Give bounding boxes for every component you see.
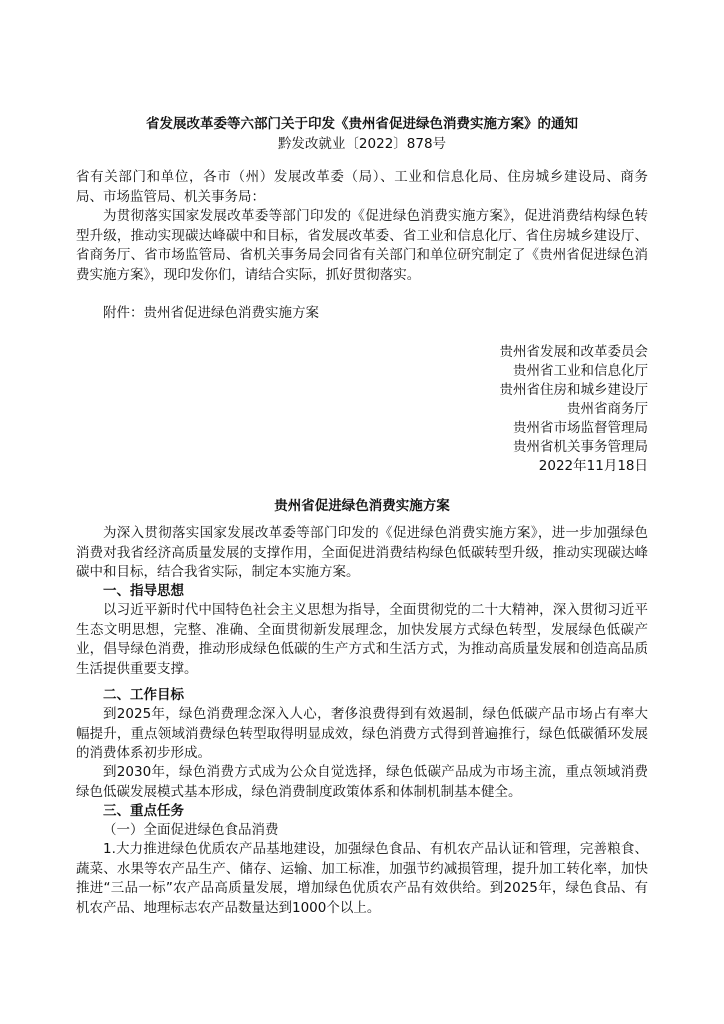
signature-block	[348, 343, 648, 476]
section-heading-tasks: 三、重点任务	[103, 803, 184, 819]
signatory: 贵州省商务厅	[567, 401, 648, 417]
doc-number: 黔发改就业〔2022〕878号	[277, 136, 447, 152]
notice-attachment: 附件：贵州省促进绿色消费实施方案	[103, 305, 319, 321]
section-text-goals-2030: 到2030年，绿色消费方式成为公众自觉选择，绿色低碳产品成为市场主流，重点领域消费绿色低碳发展模式基本形成，绿色消费制度政策体系和体制机制基本健全。	[76, 764, 648, 800]
section-heading-guiding: 一、指导思想	[103, 583, 184, 599]
notice-body: 为贯彻落实国家发展改革委等部门印发的《促进绿色消费实施方案》，促进消费结构绿色转型升级，推动实现碳达峰碳中和目标，省发展改革委、省工业和信息化厅、省住房城乡建设厅、省商务厅、省市场监管局、省机关事务局会同省有关部门和单位研究制定了《贵州省促进绿色消费实施方案》，现印发你们，请结合实际，抓好贯彻落实。	[76, 208, 648, 283]
plan-title: 贵州省促进绿色消费实施方案	[274, 498, 450, 514]
signatory: 贵州省工业和信息化厅	[513, 363, 648, 379]
plan-intro: 为深入贯彻落实国家发展改革委等部门印发的《促进绿色消费实施方案》，进一步加强绿色消费对我省经济高质量发展的支撑作用，全面促进消费结构绿色低碳转型升级，推动实现碳达峰碳中和目标，结合我省实际，制定本实施方案。	[76, 525, 648, 580]
subsection-heading-green-food: （一）全面促进绿色食品消费	[103, 822, 279, 838]
notice-title: 省发展改革委等六部门关于印发《贵州省促进绿色消费实施方案》的通知	[146, 116, 578, 132]
section-text-guiding: 以习近平新时代中国特色社会主义思想为指导，全面贯彻党的二十大精神，深入贯彻习近平生态文明思想，完整、准确、全面贯彻新发展理念，加快发展方式绿色转型，发展绿色低碳产业，倡导绿色消费，推动形成绿色低碳的生产方式和生活方式，为推动高质量发展和创造高品质生活提供重要支撑。	[76, 602, 648, 677]
signatory: 贵州省机关事务管理局	[513, 439, 648, 455]
signatory: 贵州省发展和改革委员会	[499, 344, 648, 360]
section-heading-goals: 二、工作目标	[103, 687, 184, 703]
notice-date: 2022年11月18日	[538, 458, 648, 474]
task-item-1: 1.大力推进绿色优质农产品基地建设，加强绿色食品、有机农产品认证和管理，完善粮食、蔬菜、水果等农产品生产、储存、运输、加工标准，加强节约减损管理，提升加工转化率，加快推进“三品一标”农产品高质量发展，增加绿色优质农产品有效供给。到2025年，绿色食品、有机农产品、地理标志农产品数量达到1000个以上。	[76, 841, 648, 916]
notice-recipients: 省有关部门和单位，各市（州）发展改革委（局）、工业和信息化局、住房城乡建设局、商务局、市场监管局、机关事务局：	[76, 169, 648, 205]
section-text-goals-2025: 到2025年，绿色消费理念深入人心，奢侈浪费得到有效遏制，绿色低碳产品市场占有率大幅提升，重点领域消费绿色转型取得明显成效，绿色消费方式得到普遍推行，绿色低碳循环发展的消费体系初步形成。	[76, 706, 648, 761]
signatory: 贵州省市场监督管理局	[513, 420, 648, 436]
signatory: 贵州省住房和城乡建设厅	[499, 382, 648, 398]
